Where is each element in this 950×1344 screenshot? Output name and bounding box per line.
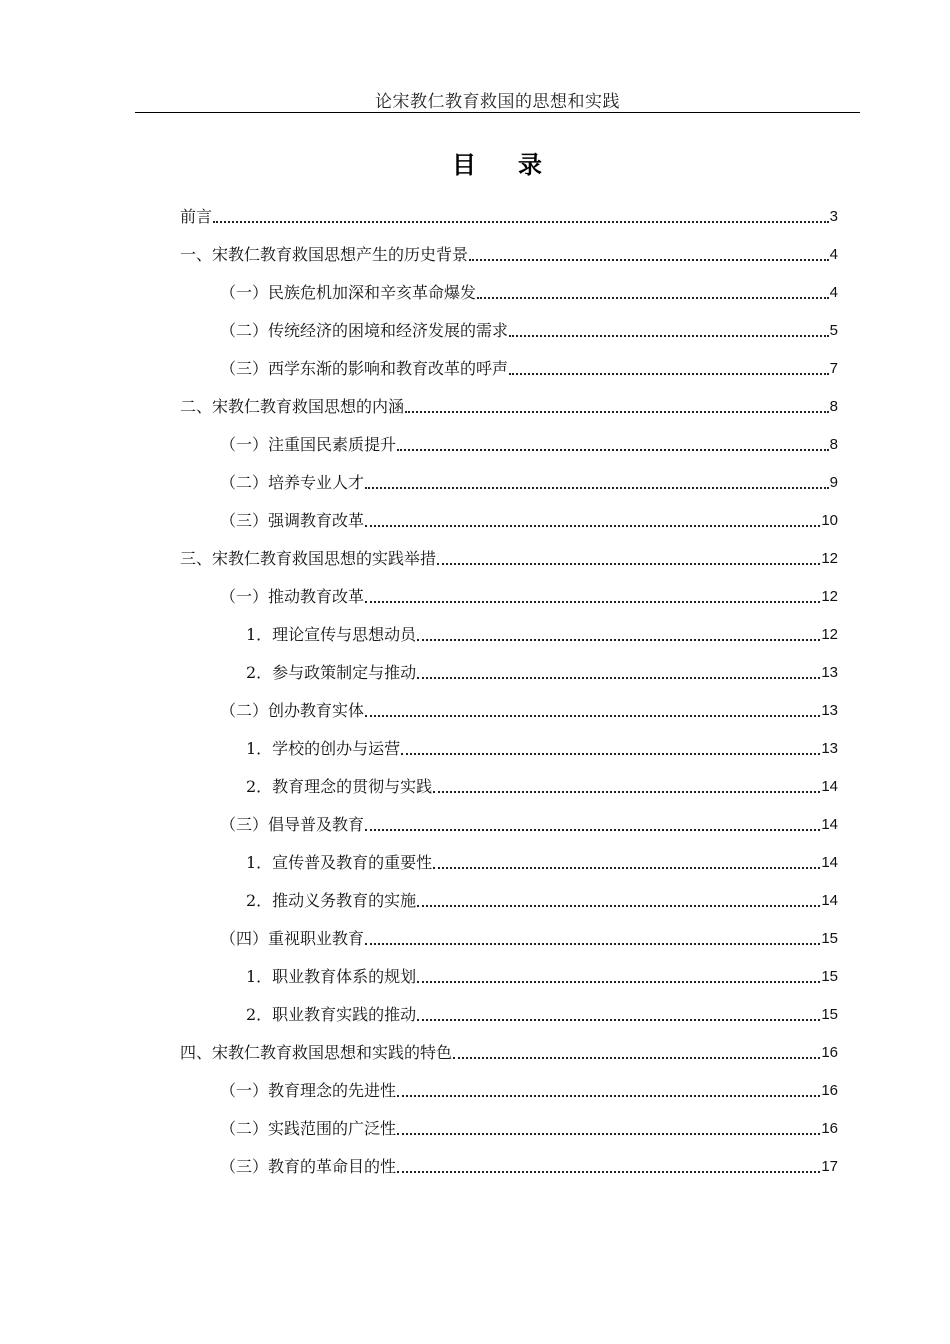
toc-entry[interactable] [220,470,838,494]
dot-leader [396,434,830,456]
dot-leader [364,814,821,836]
toc-entry-label: 前言 [180,207,213,226]
toc-entry[interactable] [246,850,838,874]
toc-entry-page-number: 14 [821,854,838,871]
toc-entry-label: 2．职业教育实践的推动 [246,1005,417,1024]
dot-leader [364,472,830,494]
dot-leader [396,1156,821,1178]
toc-entry[interactable] [220,356,838,380]
dot-leader [396,1080,821,1102]
dot-leader [416,966,821,988]
toc-entry[interactable] [220,812,838,836]
toc-title: 目录 [452,151,584,179]
toc-entry-page-number: 9 [829,474,838,491]
toc-entry-page-number: 15 [821,930,838,947]
dot-leader [364,928,821,950]
dot-leader [364,510,821,532]
toc-entry[interactable] [220,698,838,722]
toc-entry[interactable] [220,926,838,950]
toc-entry-label: （三）西学东渐的影响和教育改革的呼声 [220,359,509,378]
toc-entry-page-number: 14 [821,778,838,795]
toc-entry-label: （三）倡导普及教育 [220,815,365,834]
toc-entry-page-number: 17 [821,1158,838,1175]
toc-entry-page-number: 15 [821,968,838,985]
dot-leader [416,890,821,912]
toc-entry[interactable] [246,660,838,684]
toc-entry-label: 四、宋教仁教育救国思想和实践的特色 [180,1043,453,1062]
toc-entry-page-number: 8 [829,436,838,453]
toc-entry-page-number: 14 [821,892,838,909]
toc-entry-label: 1．学校的创办与运营 [246,739,401,758]
toc-entry[interactable] [220,1078,838,1102]
toc-entry-label: （三）强调教育改革 [220,511,365,530]
toc-entry-page-number: 13 [821,740,838,757]
dot-leader [468,244,830,266]
dot-leader [212,206,830,228]
dot-leader [476,282,830,304]
toc-entry[interactable] [220,280,838,304]
toc-entry-label: （二）传统经济的困境和经济发展的需求 [220,321,509,340]
toc-entry-page-number: 4 [829,246,838,263]
toc-entry[interactable] [180,546,838,570]
toc-entry-label: 一、宋教仁教育救国思想产生的历史背景 [180,245,469,264]
dot-leader [416,1004,821,1026]
toc-entry[interactable] [180,1040,838,1064]
toc-entry-label: （一）教育理念的先进性 [220,1081,397,1100]
header-rule [135,112,860,113]
toc-entry-label: （二）创办教育实体 [220,701,365,720]
toc-entry[interactable] [246,736,838,760]
toc-entry-page-number: 15 [821,1006,838,1023]
toc-entry-label: （一）民族危机加深和辛亥革命爆发 [220,283,477,302]
toc-entry-page-number: 4 [829,284,838,301]
toc-entry[interactable] [246,622,838,646]
toc-entry[interactable] [246,964,838,988]
toc-entry[interactable] [180,394,838,418]
toc-entry-page-number: 12 [821,588,838,605]
toc-entry-label: 2．教育理念的贯彻与实践 [246,777,433,796]
running-header: 论宋教仁教育救国的思想和实践 [375,92,620,112]
dot-leader [508,320,830,342]
toc-entry[interactable] [180,204,838,228]
toc-entry-page-number: 5 [829,322,838,339]
toc-entry-page-number: 3 [829,208,838,225]
toc-entry-label: 1．职业教育体系的规划 [246,967,417,986]
toc-entry-page-number: 8 [829,398,838,415]
dot-leader [404,396,830,418]
toc-entry[interactable] [220,1116,838,1140]
toc-entry-page-number: 12 [821,550,838,567]
toc-entry-label: （一）推动教育改革 [220,587,365,606]
toc-entry-label: 2．推动义务教育的实施 [246,891,417,910]
toc-entry-page-number: 10 [821,512,838,529]
dot-leader [400,738,821,760]
toc-entry-label: （四）重视职业教育 [220,929,365,948]
dot-leader [432,852,821,874]
toc-entry-label: 1．理论宣传与思想动员 [246,625,417,644]
toc-entry-label: 2．参与政策制定与推动 [246,663,417,682]
toc-entry[interactable] [220,508,838,532]
toc-entry-page-number: 14 [821,816,838,833]
dot-leader [364,586,821,608]
toc-entry[interactable] [246,1002,838,1026]
dot-leader [452,1042,821,1064]
toc-entry-page-number: 12 [821,626,838,643]
toc-entry-label: （二）实践范围的广泛性 [220,1119,397,1138]
dot-leader [508,358,830,380]
dot-leader [416,624,821,646]
toc-entry[interactable] [246,888,838,912]
toc-entry-label: 1．宣传普及教育的重要性 [246,853,433,872]
toc-entry-label: 三、宋教仁教育救国思想的实践举措 [180,549,437,568]
toc-entry[interactable] [246,774,838,798]
toc-entry-page-number: 16 [821,1082,838,1099]
toc-entry-label: （一）注重国民素质提升 [220,435,397,454]
toc-entry[interactable] [220,432,838,456]
toc-entry-page-number: 16 [821,1044,838,1061]
toc-entry-page-number: 7 [829,360,838,377]
dot-leader [432,776,821,798]
dot-leader [436,548,821,570]
toc-entry-page-number: 13 [821,702,838,719]
dot-leader [416,662,821,684]
toc-entry[interactable] [220,584,838,608]
dot-leader [396,1118,821,1140]
toc-entry-page-number: 16 [821,1120,838,1137]
toc-entry-label: 二、宋教仁教育救国思想的内涵 [180,397,405,416]
toc-entry[interactable] [180,242,838,266]
toc-entry[interactable] [220,1154,838,1178]
toc-entry-label: （三）教育的革命目的性 [220,1157,397,1176]
toc-entry-page-number: 13 [821,664,838,681]
dot-leader [364,700,821,722]
toc-entry[interactable] [220,318,838,342]
toc-entry-label: （二）培养专业人才 [220,473,365,492]
